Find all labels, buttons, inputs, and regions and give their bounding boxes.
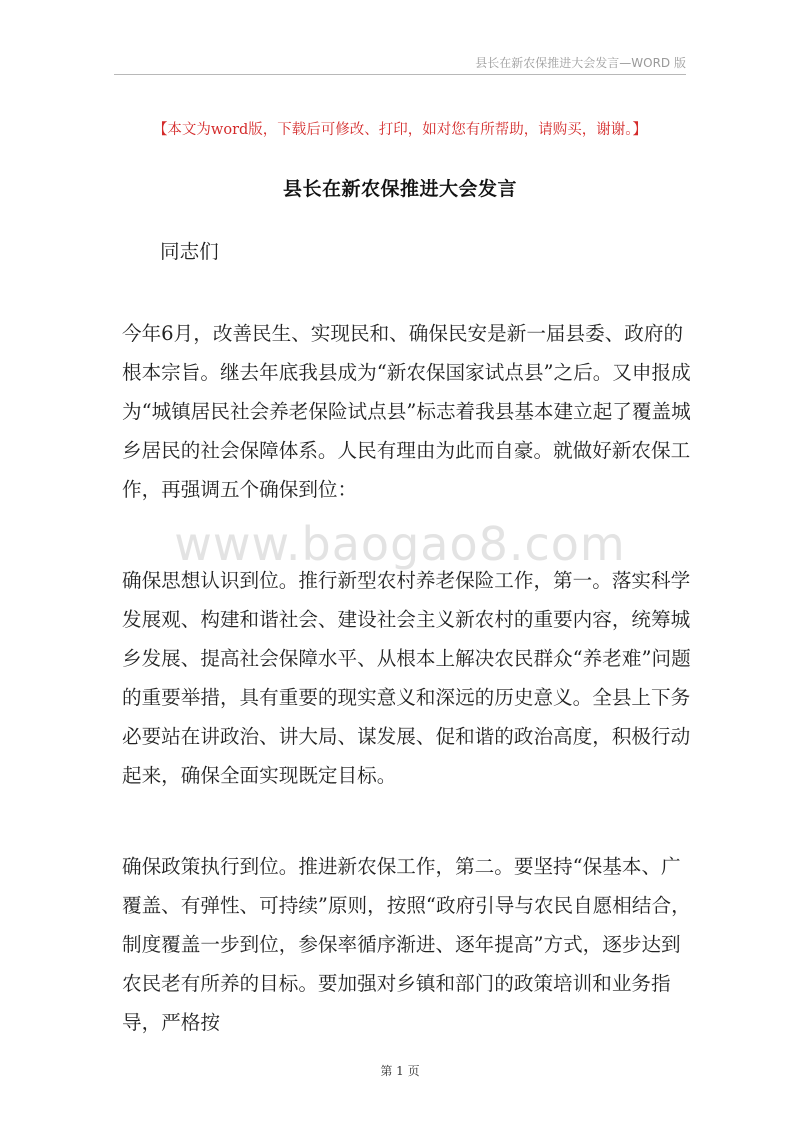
- paragraph-1: 今年6月，改善民生、实现民和、确保民安是新一届县委、政府的根本宗旨。继去年底我县成为“新农保国家试点县”之后。又申报成为“城镇居民社会养老保险试点县”标志着我县基本建立起了覆盖城乡居民的社会保障体系。人民有理由为此而自豪。就做好新农保工作，再强调五个确保到位：: [122, 322, 691, 501]
- header-divider: [114, 74, 686, 75]
- document-title: 县长在新农保推进大会发言: [282, 178, 517, 200]
- page-number: 第 1 页: [380, 1064, 420, 1078]
- paragraph-2: 确保思想认识到位。推行新型农村养老保险工作，第一。落实科学发展观、构建和谐社会、建设社会主义新农村的重要内容，统筹城乡发展、提高社会保障水平、从根本上解决农民群众“养老难”问题的重要举措，具有重要的现实意义和深远的历史意义。全县上下务必要站在讲政治、讲大局、谋发展、促和谐的政治高度，积极行动起来，确保全面实现既定目标。: [122, 569, 691, 787]
- watermark: www.baogao8.com: [174, 517, 626, 571]
- running-header: 县长在新农保推进大会发言—WORD 版: [475, 56, 686, 70]
- paragraph-3: 确保政策执行到位。推进新农保工作，第二。要坚持“保基本、广覆盖、有弹性、可持续”原则，按照“政府引导与农民自愿相结合，制度覆盖一步到位，参保率循序渐进、逐年提高”方式，逐步达到农民老有所养的目标。要加强对乡镇和部门的政策培训和业务指导，严格按: [122, 855, 691, 1034]
- download-notice: 【本文为word版，下载后可修改、打印，如对您有所帮助，请购买，谢谢。】: [152, 122, 648, 138]
- salutation: 同志们: [160, 240, 219, 263]
